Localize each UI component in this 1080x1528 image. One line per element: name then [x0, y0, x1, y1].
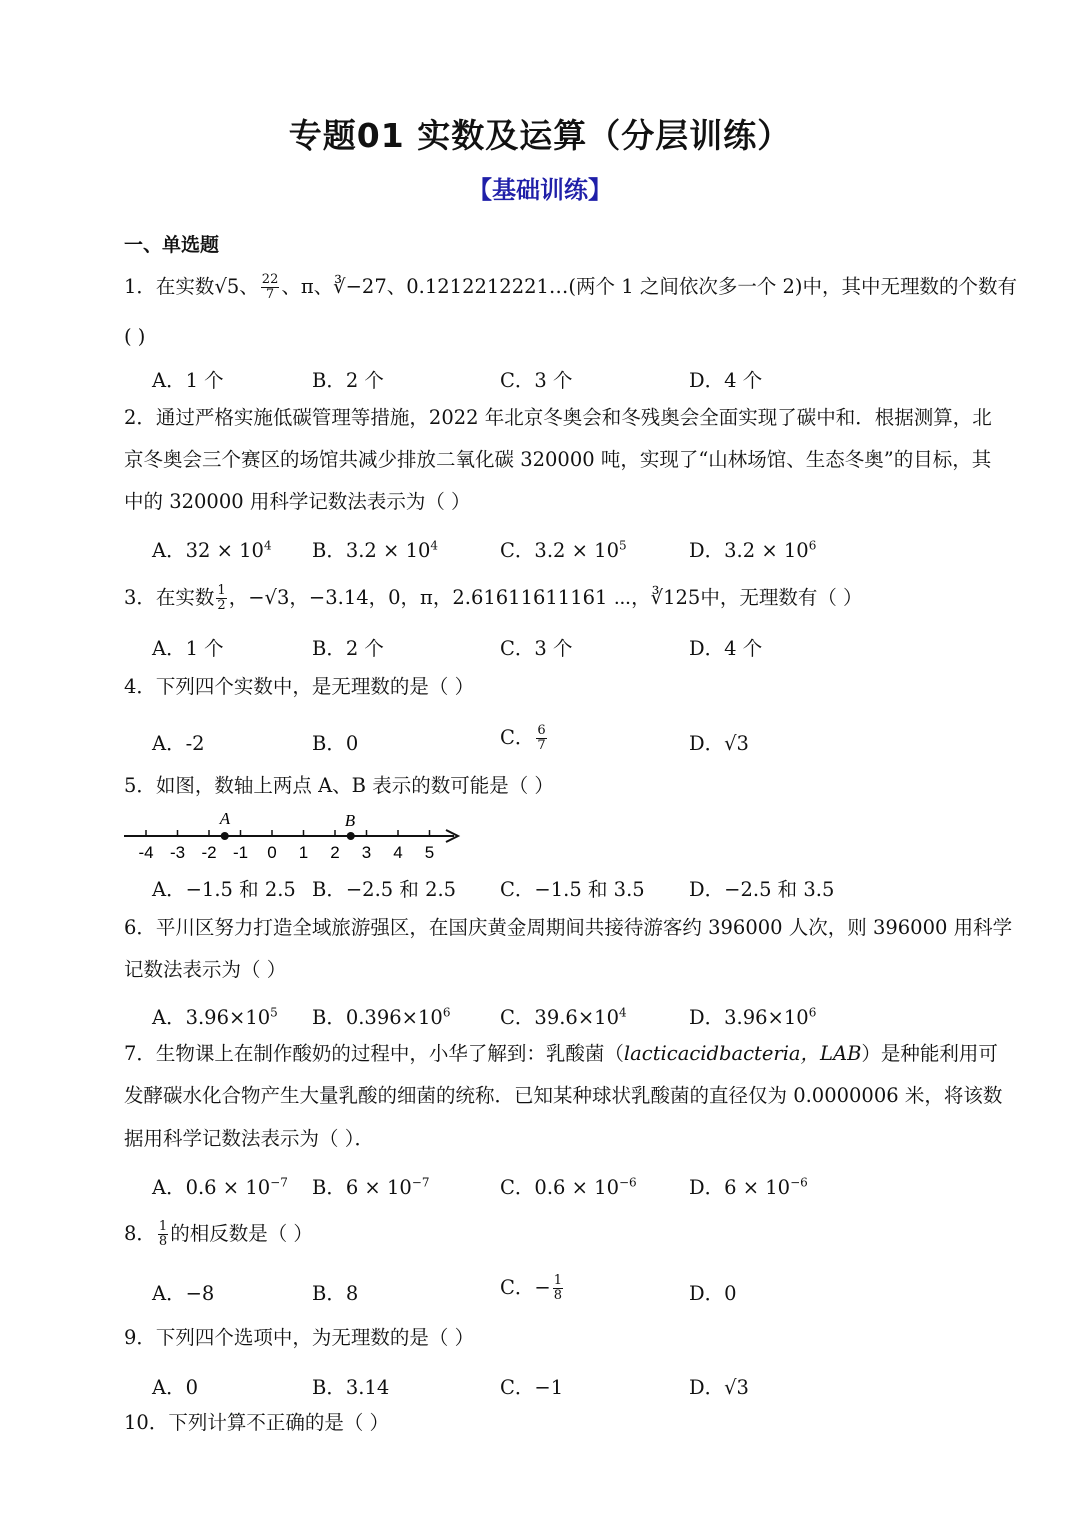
italic-term: lacticacidbacteria，LAB: [623, 1042, 862, 1065]
question-text: 7．生物课上在制作酸奶的过程中，小华了解到：乳酸菌（: [124, 1042, 624, 1065]
point-b-marker: [347, 832, 355, 840]
option-b[interactable]: [312, 1002, 450, 1030]
axis-tick-label: 0: [267, 843, 277, 862]
option-b[interactable]: [312, 1172, 430, 1200]
option-a[interactable]: A．-2: [152, 732, 205, 755]
axis-tick-label: 2: [330, 843, 340, 862]
option-a[interactable]: A．1 个: [152, 637, 224, 660]
fraction-numerator: 22: [261, 272, 279, 287]
option-c[interactable]: [500, 1002, 627, 1030]
option-a[interactable]: A．1 个: [152, 369, 224, 392]
question-6-line-2: 记数法表示为（ ）: [124, 958, 287, 981]
question-7-line-1: [124, 1033, 998, 1075]
exponent: 4: [430, 538, 439, 553]
question-6-line-1: 6．平川区努力打造全域旅游强区，在国庆黄金周期间共接待游客约 396000 人次，则 396000 用科学: [124, 916, 1013, 939]
exponent: 4: [619, 1005, 627, 1020]
option-d[interactable]: D．√3: [689, 732, 749, 755]
option-c[interactable]: [500, 1272, 565, 1303]
fraction-numerator: 1: [553, 1273, 563, 1288]
option-c[interactable]: C．3 个: [500, 369, 573, 392]
fraction-denominator: 7: [265, 287, 275, 302]
question-text: ，−√3，−3.14，0，π，2.61611611161 ⋯，∛125中，无理数有（ ）: [228, 586, 863, 609]
fraction-denominator: 7: [537, 738, 546, 753]
question-2-line-3: 中的 320000 用科学记数法表示为（ ）: [124, 490, 471, 513]
axis-tick-label: 5: [424, 843, 435, 862]
exponent: −6: [790, 1175, 808, 1190]
option-text: D．3.96×10: [689, 1006, 809, 1029]
exponent: 4: [263, 538, 272, 553]
exponent: −7: [411, 1175, 430, 1190]
page-title: 专题01 实数及运算（分层训练）: [288, 116, 792, 155]
option-d[interactable]: [689, 1172, 808, 1200]
option-text: A．32 × 10: [152, 539, 264, 562]
exponent: 5: [270, 1005, 278, 1020]
separator: 、π、: [281, 275, 334, 298]
axis-tick-label: -2: [201, 843, 217, 862]
sqrt-expression: √5: [214, 275, 240, 298]
axis-tick-label: 3: [361, 843, 372, 862]
option-b[interactable]: B．−2.5 和 2.5: [312, 878, 457, 901]
option-a[interactable]: [152, 1172, 288, 1200]
axis-tick-label: -4: [138, 843, 154, 862]
question-2-line-1: 2．通过严格实施低碳管理等措施，2022 年北京冬奥会和冬残奥会全面实现了碳中和．根据测算，北: [124, 406, 992, 429]
option-b[interactable]: B．0: [312, 732, 359, 755]
option-text: B．3.2 × 10: [312, 539, 431, 562]
question-text: 、0.1212212221…(两个 1 之间依次多一个 2)中，其中无理数的个数有: [386, 275, 1018, 298]
option-text: A．3.96×10: [152, 1006, 271, 1029]
exponent: −6: [618, 1175, 637, 1190]
fraction: [216, 584, 226, 613]
option-text: C．0.6 × 10: [500, 1176, 619, 1199]
option-b[interactable]: B．3.14: [312, 1376, 390, 1399]
number-line-figure: [118, 808, 468, 866]
question-number: 1．: [124, 275, 156, 298]
axis-tick-label: 4: [393, 843, 403, 862]
option-c[interactable]: [500, 535, 627, 563]
option-c[interactable]: C．3 个: [500, 637, 573, 660]
fraction: [536, 724, 546, 753]
option-text: D．3.2 × 10: [689, 539, 809, 562]
axis-tick-label: -3: [169, 843, 186, 862]
option-text: C．: [500, 726, 535, 749]
option-a[interactable]: [152, 535, 272, 563]
option-text: A．0.6 × 10: [152, 1176, 271, 1199]
option-d[interactable]: D．4 个: [689, 637, 763, 660]
question-2-line-2: 京冬奥会三个赛区的场馆共减少排放二氧化碳 320000 吨，实现了“山林场馆、生态冬奥”的目标，其: [124, 448, 992, 471]
option-c[interactable]: C．−1.5 和 3.5: [500, 878, 645, 901]
exponent: 6: [808, 1005, 817, 1020]
question-1-stem: [124, 266, 1017, 308]
fraction: [158, 1220, 168, 1249]
option-text: C．−: [500, 1276, 551, 1299]
question-10-stem: 10．下列计算不正确的是（ ）: [124, 1411, 390, 1434]
answer-bracket: ( ): [124, 325, 146, 348]
option-d[interactable]: [689, 535, 816, 563]
question-8-stem: [124, 1213, 313, 1255]
fraction-denominator: 8: [158, 1234, 168, 1249]
option-text: D．6 × 10: [689, 1176, 791, 1199]
option-b[interactable]: [312, 535, 438, 563]
option-a[interactable]: A．−8: [152, 1282, 215, 1305]
option-d[interactable]: D．0: [689, 1282, 737, 1305]
option-text: B．0.396×10: [312, 1006, 443, 1029]
option-text: C．3.2 × 10: [500, 539, 619, 562]
question-9-stem: 9．下列四个选项中，为无理数的是（ ）: [124, 1326, 475, 1349]
axis-tick-label: 1: [298, 843, 309, 862]
option-a[interactable]: A．0: [152, 1376, 198, 1399]
fraction: [553, 1274, 563, 1303]
exponent: −7: [270, 1175, 288, 1190]
option-b[interactable]: B．2 个: [312, 637, 384, 660]
option-c[interactable]: C．−1: [500, 1376, 564, 1399]
option-text: C．39.6×10: [500, 1006, 619, 1029]
page-subtitle: 【基础训练】: [468, 176, 612, 204]
option-a[interactable]: A．−1.5 和 2.5: [152, 878, 296, 901]
option-d[interactable]: [689, 1002, 816, 1030]
question-7-line-3: 据用科学记数法表示为（ ）．: [124, 1127, 374, 1150]
question-text: 3．在实数: [124, 586, 215, 609]
option-b[interactable]: B．8: [312, 1282, 359, 1305]
fraction-numerator: 1: [217, 583, 226, 598]
point-b-label: B: [344, 811, 356, 830]
question-4-stem: 4．下列四个实数中，是无理数的是（ ）: [124, 675, 475, 698]
option-c[interactable]: [500, 1172, 637, 1200]
separator: 、: [239, 275, 259, 298]
fraction-denominator: 8: [553, 1288, 563, 1303]
question-7-line-2: 发酵碳水化合物产生大量乳酸的细菌的统称．已知某种球状乳酸菌的直径仅为 0.0000006 米，将该数: [124, 1084, 1003, 1107]
exponent: 6: [442, 1005, 451, 1020]
point-a-label: A: [219, 809, 231, 828]
fraction-numerator: 6: [537, 723, 546, 738]
option-b[interactable]: B．2 个: [312, 369, 384, 392]
option-d[interactable]: D．4 个: [689, 369, 763, 392]
axis-tick-label: -1: [232, 843, 249, 862]
exponent: 5: [618, 538, 627, 553]
question-text: ）是种能利用可: [861, 1042, 998, 1065]
question-number: 8．: [124, 1222, 156, 1245]
fraction-numerator: 1: [158, 1219, 168, 1234]
fraction-denominator: 2: [217, 598, 226, 613]
option-d[interactable]: D．√3: [689, 1376, 749, 1399]
option-d[interactable]: D．−2.5 和 3.5: [689, 878, 835, 901]
option-a[interactable]: [152, 1002, 278, 1030]
exponent: 6: [808, 538, 817, 553]
cube-root-expression: ∛−27: [333, 275, 387, 298]
question-text: 在实数: [155, 275, 215, 298]
fraction: [261, 273, 280, 302]
question-text: 的相反数是（ ）: [170, 1222, 313, 1245]
question-5-stem: 5．如图，数轴上两点 A、B 表示的数可能是（ ）: [124, 774, 554, 797]
option-text: B．6 × 10: [312, 1176, 412, 1199]
section-heading: 一、单选题: [124, 234, 220, 256]
option-c[interactable]: [500, 722, 549, 753]
point-a-marker: [221, 832, 229, 840]
question-3-stem: [124, 577, 863, 619]
